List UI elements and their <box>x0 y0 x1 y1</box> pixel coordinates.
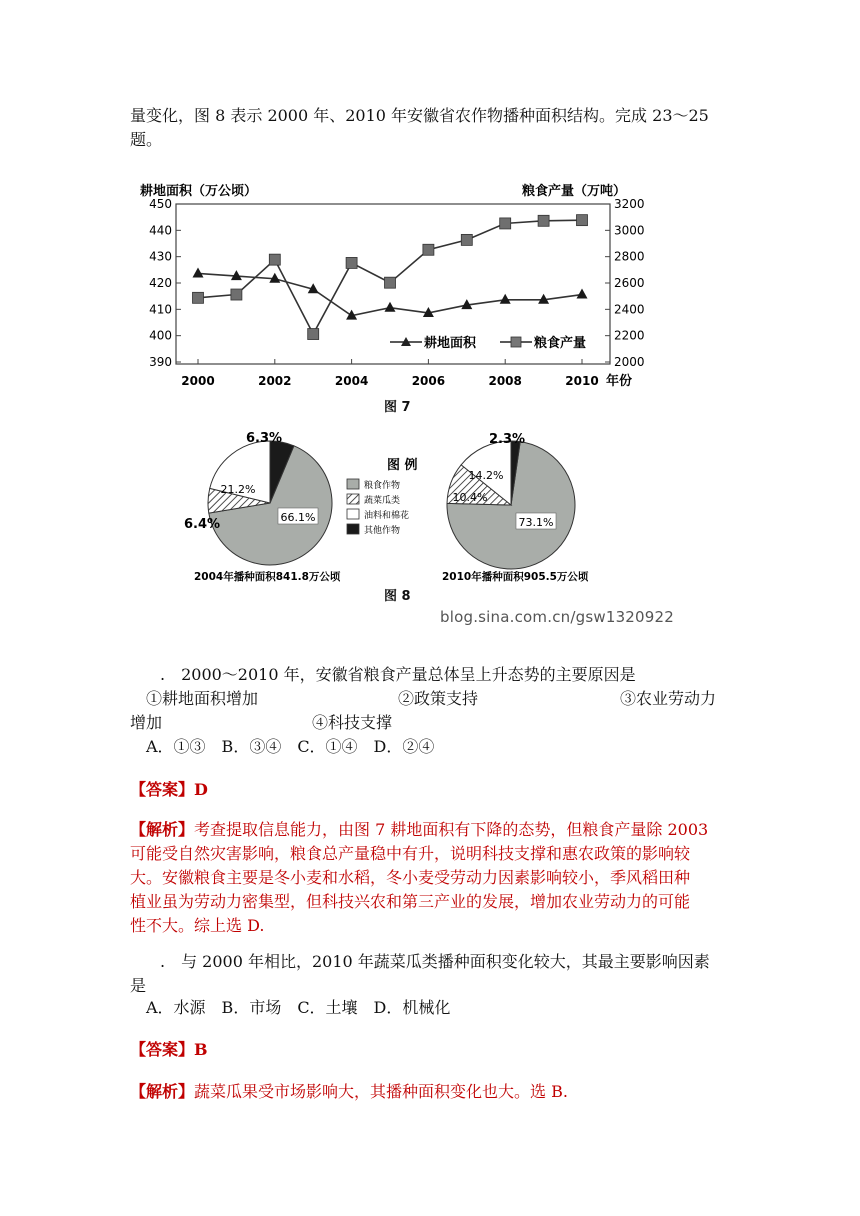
pie-data-label: 2.3% <box>488 432 526 447</box>
oil-swatch <box>347 509 359 519</box>
pie-data-label: 10.4% <box>452 491 488 504</box>
analysis-line-2: 可能受自然灾害影响，粮食总产量稳中有升，说明科技支撑和惠农政策的影响较 <box>130 844 691 863</box>
q23-option-3-cont: 增加 <box>130 713 163 732</box>
grain-output-point <box>193 292 204 303</box>
grain-output-point <box>500 218 511 229</box>
right-tick-label: 2800 <box>614 249 645 264</box>
q24-choices: A．水源 B．市场 C．土壤 D．机械化 <box>146 998 451 1017</box>
right-tick-label: 2400 <box>614 302 645 317</box>
analysis-line-4: 植业虽为劳动力密集型，但科技兴农和第三产业的发展，增加农业劳动力的可能 <box>130 892 691 911</box>
other-swatch <box>347 524 359 534</box>
left-tick-label: 420 <box>149 276 172 290</box>
left-tick-label: 450 <box>149 197 172 211</box>
x-tick-label: 2010 <box>565 374 599 388</box>
left-tick-label: 440 <box>149 223 172 238</box>
grain-output-point <box>346 257 357 268</box>
analysis-line-1: 考查提取信息能力，由图 7 耕地面积有下降的态势，但粮食产量除 2003 <box>194 820 709 839</box>
left-tick-label: 390 <box>149 355 172 369</box>
pie-data-label: 6.3% <box>245 431 283 446</box>
pie-data-label: 73.1% <box>518 516 554 529</box>
x-tick-label: 2004 <box>334 374 369 388</box>
grain-output-point <box>269 254 280 265</box>
pie-data-label: 14.2% <box>468 469 504 482</box>
answer-tag: 【答案】 <box>130 780 195 799</box>
grain-output-point <box>423 244 434 255</box>
figure-7-line-chart <box>130 175 645 415</box>
right-tick-label: 2600 <box>614 276 645 290</box>
grain-output-point <box>308 329 319 340</box>
answer-tag: 【答案】 <box>130 1040 195 1059</box>
figure-7-caption: 图 7 <box>384 400 411 415</box>
q23-option-4: ④科技支撑 <box>312 713 393 732</box>
grain-output-point <box>461 234 472 245</box>
grain-output-point <box>538 215 549 226</box>
fig8-legend <box>347 457 418 536</box>
pie-data-label: 6.4% <box>183 517 221 532</box>
answer-value: B <box>194 1040 208 1059</box>
q23-option-1: ①耕地面积增加 <box>146 689 259 708</box>
analysis-tag: 【解析】 <box>130 1082 195 1101</box>
left-tick-label: 410 <box>149 302 172 317</box>
q23-analysis <box>130 818 740 938</box>
right-tick-label: 2200 <box>614 328 645 343</box>
legend-title: 图 例 <box>387 458 418 473</box>
intro-line-2: 题。 <box>130 130 163 149</box>
figure-8-caption: 图 8 <box>384 589 411 604</box>
q23-answer <box>130 778 740 802</box>
analysis-tag: 【解析】 <box>130 820 195 839</box>
legend-vegetable: 蔬菜瓜类 <box>364 496 401 506</box>
figure-8-pie-charts <box>180 425 620 590</box>
pie-data-label: 66.1% <box>280 511 316 524</box>
square-marker-icon <box>511 337 521 347</box>
grain-output-point <box>385 277 396 288</box>
legend-other: 其他作物 <box>364 526 401 536</box>
right-tick-label: 2000 <box>614 355 645 369</box>
right-axis-label: 粮食产量（万吨） <box>522 184 627 199</box>
watermark: blog.sina.com.cn/gsw1320922 <box>440 608 675 626</box>
pie-data-label: 21.2% <box>220 483 256 496</box>
x-tick-label: 2008 <box>488 374 522 388</box>
q24-stem: . 与 2000 年相比，2010 年蔬菜瓜类播种面积变化较大，其最主要影响因素 <box>160 952 710 971</box>
intro-line-1: 量变化，图 8 表示 2000 年、2010 年安徽省农作物播种面积结构。完成 23～25 <box>130 106 709 125</box>
legend-grain-crop: 粮食作物 <box>364 481 401 491</box>
pie-2010-label: 2010年播种面积905.5万公顷 <box>442 571 589 583</box>
x-tick-label: 2002 <box>258 374 292 388</box>
analysis-text: 蔬菜瓜果受市场影响大，其播种面积变化也大。选 B. <box>194 1082 568 1101</box>
legend-cultivated: 耕地面积 <box>424 336 477 351</box>
grain-swatch <box>347 479 359 489</box>
pie-2004-label: 2004年播种面积841.8万公顷 <box>194 571 341 583</box>
q24-answer <box>130 1038 740 1062</box>
left-tick-label: 400 <box>149 328 172 343</box>
q24-stem-cont: 是 <box>130 976 147 995</box>
q23-stem: . 2000～2010 年，安徽省粮食产量总体呈上升态势的主要原因是 <box>160 665 636 684</box>
q23-option-2: ②政策支持 <box>398 689 479 708</box>
analysis-line-3: 大。安徽粮食主要是冬小麦和水稻，冬小麦受劳动力因素影响较小，季风稻田种 <box>130 868 691 887</box>
q23-option-3: ③农业劳动力 <box>620 689 717 708</box>
left-axis-label: 耕地面积（万公顷） <box>140 184 258 199</box>
left-tick-label: 430 <box>149 249 172 264</box>
q23-choices: A．①③ B．③④ C．①④ D．②④ <box>146 737 435 756</box>
q24-analysis <box>130 1080 740 1104</box>
x-tick-label: 2006 <box>411 374 446 388</box>
grain-output-point <box>577 215 588 226</box>
answer-value: D <box>194 780 208 799</box>
legend-oil-cotton: 油料和棉花 <box>364 511 410 521</box>
vegetable-swatch <box>347 494 359 504</box>
grain-output-point <box>231 289 242 300</box>
x-unit-label: 年份 <box>606 374 633 389</box>
x-tick-label: 2000 <box>181 374 215 388</box>
analysis-line-5: 性不大。综上选 D. <box>130 916 265 935</box>
legend-grain: 粮食产量 <box>534 336 587 351</box>
right-tick-label: 3200 <box>614 197 645 211</box>
right-tick-label: 3000 <box>614 223 645 238</box>
